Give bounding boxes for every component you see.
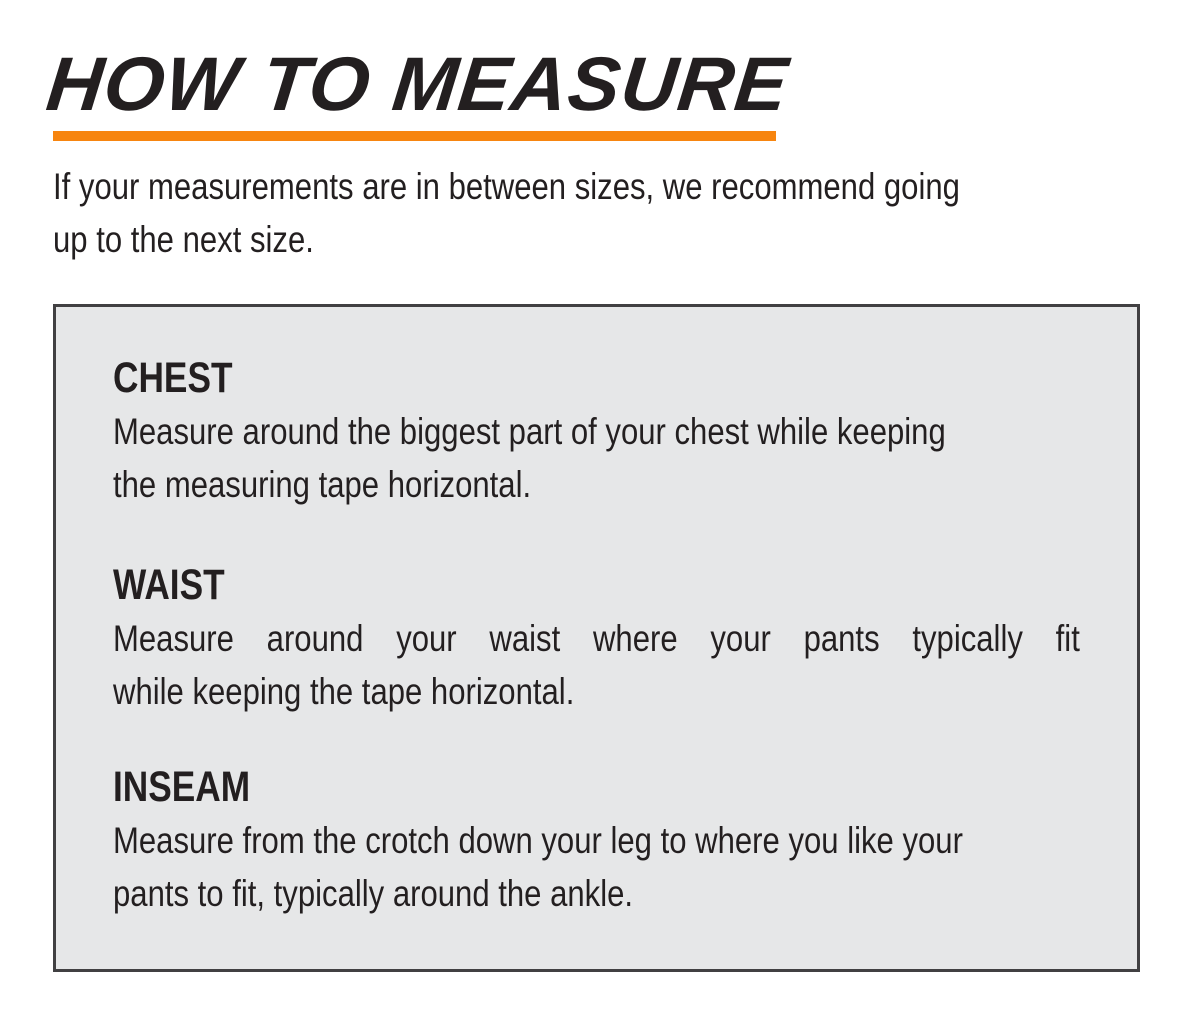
chest-heading: CHEST	[113, 354, 233, 402]
page-title: HOW TO MEASURE	[42, 42, 793, 127]
chest-text-line-1: Measure around the biggest part of your chest while keeping	[113, 411, 946, 452]
title-underline	[53, 131, 776, 141]
intro-line-2: up to the next size.	[53, 219, 314, 260]
waist-text-line-2: while keeping the tape horizontal.	[113, 671, 575, 712]
inseam-text-line-2: pants to fit, typically around the ankle.	[113, 873, 634, 914]
inseam-text-line-1: Measure from the crotch down your leg to where you like your	[113, 820, 963, 861]
waist-text-line-1: Measure around your waist where your pants typically fit	[113, 618, 1080, 659]
intro-line-1: If your measurements are in between sizes, we recommend going	[53, 166, 960, 207]
chest-text-line-2: the measuring tape horizontal.	[113, 464, 532, 505]
inseam-heading: INSEAM	[113, 763, 251, 811]
waist-heading: WAIST	[113, 561, 225, 609]
